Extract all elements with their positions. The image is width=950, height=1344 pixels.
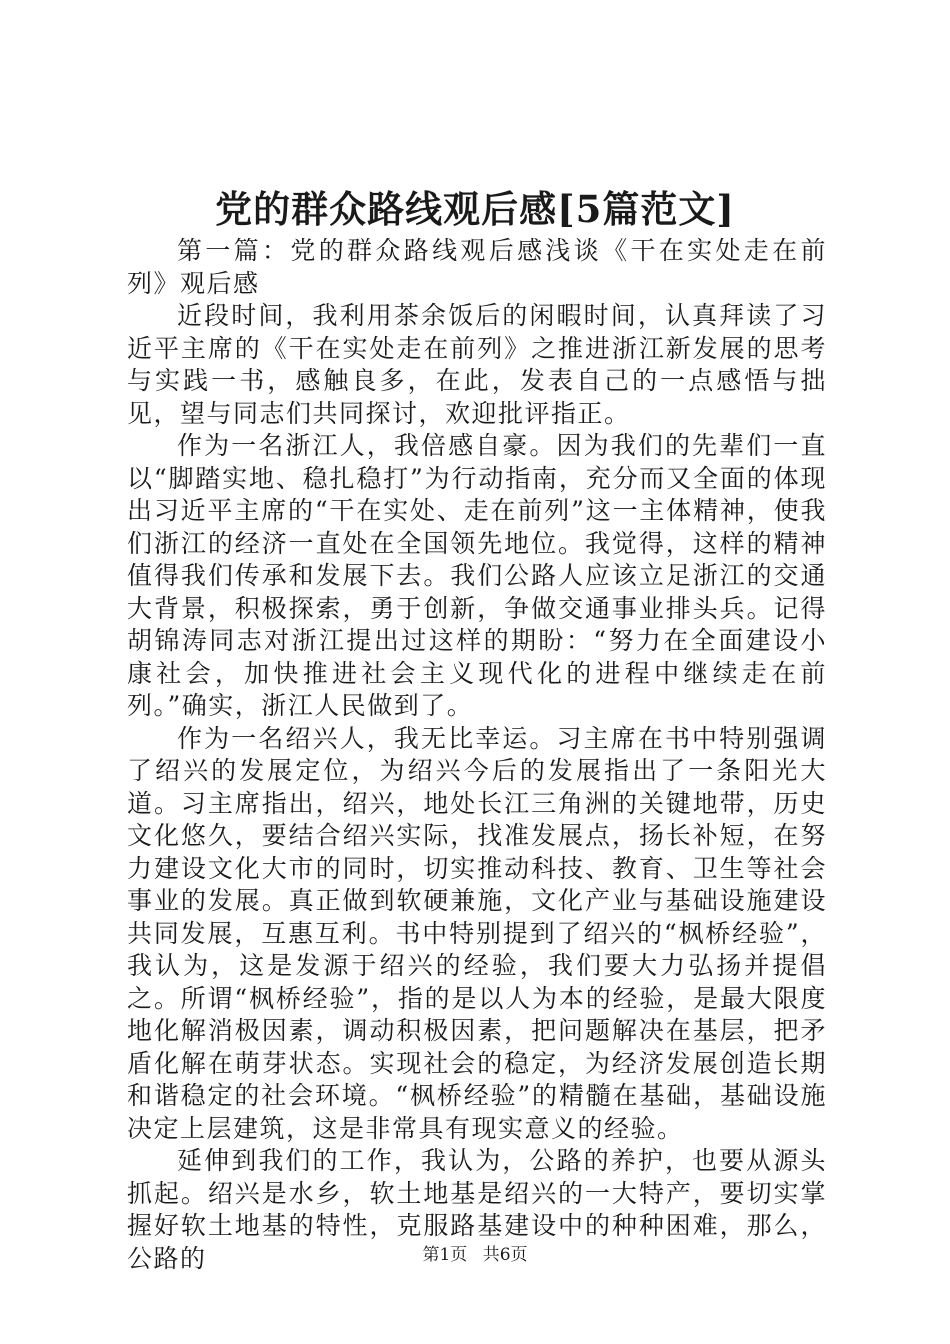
paragraph: 延伸到我们的工作，我认为，公路的养护，也要从源头抓起。绍兴是水乡，软土地基是绍兴的一大特产，要切实掌握好软土地基的特性，克服路基建设中的种种困难，那么，公路的 — [127, 1146, 827, 1273]
paragraph: 近段时间，我利用茶余饭后的闲暇时间，认真拜读了习近平主席的《干在实处走在前列》之推进浙江新发展的思考与实践一书，感触良多，在此，发表自己的一点感悟与拙见，望与同志们共同探讨，欢迎批评指正。 — [127, 301, 827, 428]
paragraph: 作为一名浙江人，我倍感自豪。因为我们的先辈们一直以“脚踏实地、稳扎稳打”为行动指南，充分而又全面的体现出习近平主席的“干在实处、走在前列”这一主体精神，使我们浙江的经济一直处在全国领先地位。我觉得，这样的精神值得我们传承和发展下去。我们公路人应该立足浙江的交通大背景，积极探索，勇于创新，争做交通事业排头兵。记得胡锦涛同志对浙江提出过这样的期盼：“努力在全面建设小康社会，加快推进社会主义现代化的进程中继续走在前列。”确实，浙江人民做到了。 — [127, 431, 827, 720]
paragraph-section-heading: 第一篇：党的群众路线观后感浅谈《干在实处走在前列》观后感 — [127, 236, 827, 298]
paragraph: 作为一名绍兴人，我无比幸运。习主席在书中特别强调了绍兴的发展定位，为绍兴今后的发展指出了一条阳光大道。习主席指出，绍兴，地处长江三角洲的关键地带，历史文化悠久，要结合绍兴实际，找准发展点，扬长补短，在努力建设文化大市的同时，切实推动科技、教育、卫生等社会事业的发展。真正做到软硬兼施，文化产业与基础设施建设共同发展，互惠互利。书中特别提到了绍兴的“枫桥经验”，我认为，这是发源于绍兴的经验，我们要大力弘扬并提倡之。所谓“枫桥经验”，指的是以人为本的经验，是最大限度地化解消极因素，调动积极因素，把问题解决在基层，把矛盾化解在萌芽状态。实现社会的稳定，为经济发展创造长期和谐稳定的社会环境。“枫桥经验”的精髓在基础，基础设施决定上层建筑，这是非常具有现实意义的经验。 — [127, 723, 827, 1143]
page-number: 第1页 — [422, 1245, 468, 1265]
page-footer — [0, 1244, 950, 1266]
page-total: 共6页 — [482, 1245, 528, 1265]
document-body — [127, 235, 827, 1275]
document-title: 党的群众路线观后感[5篇范文] — [215, 187, 735, 231]
